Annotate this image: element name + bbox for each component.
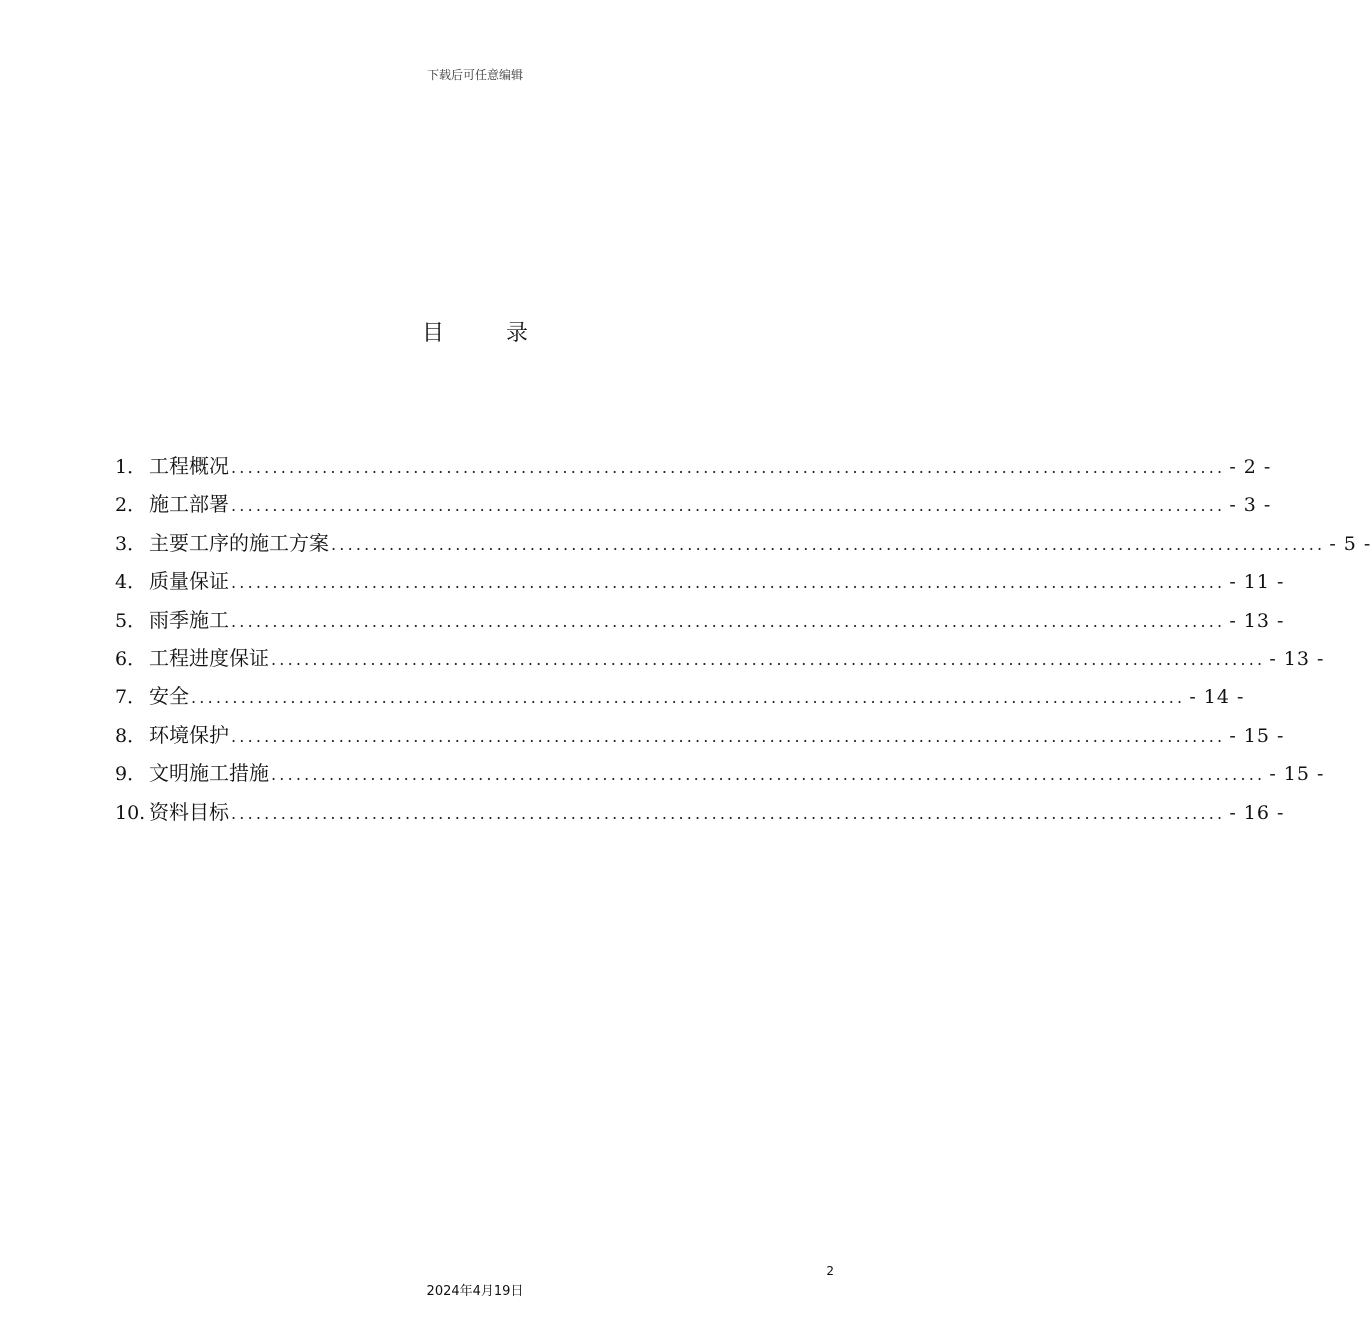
toc-entry-title: 施工部署: [149, 492, 229, 517]
toc-entry[interactable]: [115, 720, 1285, 758]
toc-entry-page: - 2 -: [1229, 456, 1272, 478]
header-note: 下载后可任意编辑: [426, 68, 523, 82]
toc-entry-page: - 13 -: [1229, 609, 1285, 632]
toc-leader-dots: ........................................................................................................................: [271, 765, 1266, 785]
toc-entry-number: 1．: [115, 456, 147, 478]
toc-entry[interactable]: [115, 528, 1371, 566]
toc-leader-dots: ........................................................................................................................: [231, 803, 1226, 823]
toc-entry-number: 6．: [115, 647, 147, 670]
toc-entry-title: 资料目标: [149, 799, 229, 824]
toc-leader-dots: ........................................................................................................................: [231, 496, 1226, 516]
toc-list: [115, 451, 1371, 835]
toc-leader-dots: ........................................................................................................................: [231, 573, 1226, 593]
toc-entry-number: 3．: [115, 532, 147, 555]
toc-entry-number: 10.: [115, 801, 146, 824]
toc-entry-page: - 3 -: [1229, 494, 1272, 517]
toc-leader-dots: ........................................................................................................................: [271, 649, 1266, 669]
toc-entry-number: 5．: [115, 609, 147, 632]
toc-entry-title: 文明施工措施: [149, 761, 269, 786]
toc-entry[interactable]: [115, 797, 1285, 835]
page-number: 2: [826, 1264, 834, 1278]
toc-entry-page: - 14 -: [1189, 686, 1245, 709]
toc-entry-title: 质量保证: [149, 569, 229, 594]
toc-entry[interactable]: [115, 643, 1325, 681]
toc-leader-dots: ........................................................................................................................: [231, 458, 1226, 477]
footer-date: 2024年4月19日: [426, 1284, 524, 1299]
toc-entry-page: - 15 -: [1229, 724, 1285, 747]
toc-entry-title: 主要工序的施工方案: [149, 530, 329, 555]
toc-title: 目录: [421, 321, 590, 346]
toc-entry-number: 4．: [115, 571, 147, 594]
toc-entry-number: 2．: [115, 494, 147, 517]
toc-entry-number: 9．: [115, 763, 147, 786]
toc-entry[interactable]: [115, 451, 1272, 489]
toc-leader-dots: ........................................................................................................................: [231, 726, 1226, 746]
toc-entry-title: 工程概况: [149, 454, 229, 478]
toc-entry[interactable]: [115, 758, 1325, 796]
toc-entry-number: 8．: [115, 724, 147, 747]
toc-entry-page: - 16 -: [1229, 801, 1285, 824]
toc-leader-dots: ........................................................................................................................: [231, 611, 1226, 631]
toc-entry-page: - 11 -: [1229, 571, 1285, 594]
toc-entry-page: - 13 -: [1269, 647, 1325, 670]
toc-entry[interactable]: [115, 566, 1285, 604]
toc-entry-page: - 15 -: [1269, 763, 1325, 786]
toc-entry-title: 安全: [149, 684, 189, 709]
toc-entry-number: 7．: [115, 686, 147, 709]
toc-entry[interactable]: [115, 489, 1272, 527]
toc-entry-title: 雨季施工: [149, 607, 229, 632]
toc-entry-title: 环境保护: [149, 722, 229, 747]
toc-leader-dots: ........................................................................................................................: [331, 534, 1326, 554]
toc-leader-dots: ........................................................................................................................: [191, 688, 1186, 708]
toc-entry-title: 工程进度保证: [149, 645, 269, 670]
toc-entry-page: - 5 -: [1329, 532, 1371, 555]
toc-entry[interactable]: [115, 605, 1285, 643]
toc-entry[interactable]: [115, 681, 1245, 719]
